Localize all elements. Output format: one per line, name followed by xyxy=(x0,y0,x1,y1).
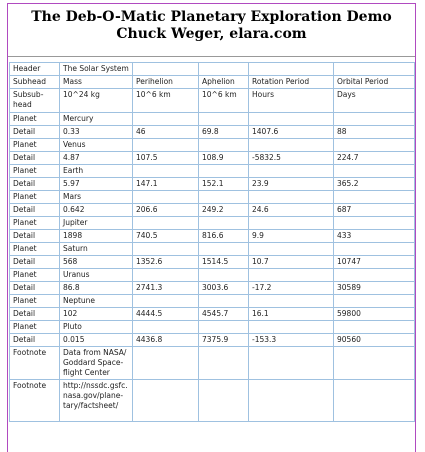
row-label: Detail xyxy=(10,126,60,139)
footnote-text: Data from NASA/ Goddard Space-flight Center xyxy=(60,347,133,380)
empty-cell xyxy=(249,321,334,334)
empty-cell xyxy=(334,243,415,256)
detail-value: 0.33 xyxy=(60,126,133,139)
detail-value: 0.015 xyxy=(60,334,133,347)
empty-cell xyxy=(133,243,199,256)
empty-cell xyxy=(199,380,249,422)
empty-cell xyxy=(249,63,334,76)
empty-cell xyxy=(133,63,199,76)
empty-cell xyxy=(199,243,249,256)
detail-value: 249.2 xyxy=(199,204,249,217)
detail-value: 59800 xyxy=(334,308,415,321)
planet-row xyxy=(10,295,415,308)
detail-value: 816.6 xyxy=(199,230,249,243)
empty-cell xyxy=(133,295,199,308)
detail-value: 740.5 xyxy=(133,230,199,243)
detail-row xyxy=(10,178,415,191)
detail-value: 86.8 xyxy=(60,282,133,295)
empty-cell xyxy=(334,217,415,230)
row-label: Detail xyxy=(10,334,60,347)
detail-value: 1514.5 xyxy=(199,256,249,269)
row-label: Planet xyxy=(10,243,60,256)
detail-value: 24.6 xyxy=(249,204,334,217)
footnote-row xyxy=(10,347,415,380)
empty-cell xyxy=(334,165,415,178)
row-label: Detail xyxy=(10,230,60,243)
detail-value: 107.5 xyxy=(133,152,199,165)
planet-row xyxy=(10,139,415,152)
empty-cell xyxy=(133,113,199,126)
planet-name: Neptune xyxy=(60,295,133,308)
planet-data-table xyxy=(9,62,415,422)
empty-cell xyxy=(199,269,249,282)
detail-value: 4436.8 xyxy=(133,334,199,347)
empty-cell xyxy=(249,191,334,204)
planet-name: Uranus xyxy=(60,269,133,282)
empty-cell xyxy=(249,295,334,308)
planet-row xyxy=(10,113,415,126)
detail-value: 5.97 xyxy=(60,178,133,191)
empty-cell xyxy=(133,380,199,422)
row-label: Subsub-head xyxy=(10,89,60,113)
detail-value: 10747 xyxy=(334,256,415,269)
detail-value: 4545.7 xyxy=(199,308,249,321)
row-label: Detail xyxy=(10,152,60,165)
empty-cell xyxy=(249,347,334,380)
planet-row xyxy=(10,191,415,204)
detail-row xyxy=(10,126,415,139)
planet-row xyxy=(10,321,415,334)
detail-value: 568 xyxy=(60,256,133,269)
row-label: Detail xyxy=(10,256,60,269)
header-row xyxy=(10,63,415,76)
planet-name: Mars xyxy=(60,191,133,204)
unit-cell: Hours xyxy=(249,89,334,113)
row-label: Planet xyxy=(10,139,60,152)
detail-value: 7375.9 xyxy=(199,334,249,347)
row-label: Footnote xyxy=(10,347,60,380)
empty-cell xyxy=(249,380,334,422)
detail-value: -17.2 xyxy=(249,282,334,295)
unit-cell: 10^6 km xyxy=(199,89,249,113)
planet-name: Earth xyxy=(60,165,133,178)
detail-value: 687 xyxy=(334,204,415,217)
detail-value: 1407.6 xyxy=(249,126,334,139)
detail-value: 1898 xyxy=(60,230,133,243)
table-body xyxy=(10,63,415,422)
column-header-orbital-period: Orbital Period xyxy=(334,76,415,89)
empty-cell xyxy=(334,269,415,282)
detail-value: 3003.6 xyxy=(199,282,249,295)
detail-value: 2741.3 xyxy=(133,282,199,295)
row-label: Planet xyxy=(10,295,60,308)
detail-value: 224.7 xyxy=(334,152,415,165)
empty-cell xyxy=(199,113,249,126)
title-block xyxy=(8,4,415,57)
empty-cell xyxy=(199,217,249,230)
detail-value: 4.87 xyxy=(60,152,133,165)
detail-value: -5832.5 xyxy=(249,152,334,165)
detail-value: 69.8 xyxy=(199,126,249,139)
planet-row xyxy=(10,243,415,256)
row-label: Planet xyxy=(10,113,60,126)
row-label: Subhead xyxy=(10,76,60,89)
row-label: Detail xyxy=(10,282,60,295)
empty-cell xyxy=(249,113,334,126)
row-label: Header xyxy=(10,63,60,76)
detail-value: 10.7 xyxy=(249,256,334,269)
empty-cell xyxy=(334,295,415,308)
empty-cell xyxy=(249,165,334,178)
empty-cell xyxy=(334,113,415,126)
empty-cell xyxy=(334,63,415,76)
detail-value: 1352.6 xyxy=(133,256,199,269)
detail-value: 147.1 xyxy=(133,178,199,191)
column-header-mass: Mass xyxy=(60,76,133,89)
planet-row xyxy=(10,217,415,230)
page-subtitle: Chuck Weger, elara.com xyxy=(116,26,307,42)
footnote-row xyxy=(10,380,415,422)
planet-name: Jupiter xyxy=(60,217,133,230)
unit-cell: 10^24 kg xyxy=(60,89,133,113)
detail-row xyxy=(10,256,415,269)
row-label: Footnote xyxy=(10,380,60,422)
empty-cell xyxy=(199,165,249,178)
row-label: Planet xyxy=(10,321,60,334)
page-title: The Deb-O-Matic Planetary Exploration Demo xyxy=(31,9,392,25)
row-label: Detail xyxy=(10,308,60,321)
detail-value: 433 xyxy=(334,230,415,243)
detail-row xyxy=(10,308,415,321)
footnote-text: http://nssdc.gsfc. nasa.gov/plane-tary/factsheet/ xyxy=(60,380,133,422)
unit-cell: Days xyxy=(334,89,415,113)
detail-value: -153.3 xyxy=(249,334,334,347)
empty-cell xyxy=(249,217,334,230)
empty-cell xyxy=(199,63,249,76)
detail-value: 206.6 xyxy=(133,204,199,217)
planet-name: Saturn xyxy=(60,243,133,256)
empty-cell xyxy=(334,139,415,152)
empty-cell xyxy=(133,165,199,178)
empty-cell xyxy=(334,321,415,334)
subhead-row xyxy=(10,76,415,89)
row-label: Detail xyxy=(10,204,60,217)
detail-value: 365.2 xyxy=(334,178,415,191)
empty-cell xyxy=(249,269,334,282)
detail-value: 102 xyxy=(60,308,133,321)
detail-value: 30589 xyxy=(334,282,415,295)
detail-value: 90560 xyxy=(334,334,415,347)
empty-cell xyxy=(133,217,199,230)
detail-row xyxy=(10,282,415,295)
empty-cell xyxy=(199,295,249,308)
row-label: Planet xyxy=(10,191,60,204)
empty-cell xyxy=(199,139,249,152)
header-value: The Solar System xyxy=(60,63,133,76)
empty-cell xyxy=(133,269,199,282)
detail-value: 4444.5 xyxy=(133,308,199,321)
detail-value: 152.1 xyxy=(199,178,249,191)
detail-row xyxy=(10,204,415,217)
detail-value: 23.9 xyxy=(249,178,334,191)
empty-cell xyxy=(334,191,415,204)
empty-cell xyxy=(133,191,199,204)
empty-cell xyxy=(133,321,199,334)
row-label: Planet xyxy=(10,269,60,282)
planet-name: Venus xyxy=(60,139,133,152)
detail-value: 9.9 xyxy=(249,230,334,243)
row-label: Planet xyxy=(10,165,60,178)
planet-row xyxy=(10,165,415,178)
detail-row xyxy=(10,334,415,347)
detail-value: 108.9 xyxy=(199,152,249,165)
detail-value: 0.642 xyxy=(60,204,133,217)
empty-cell xyxy=(249,139,334,152)
unit-cell: 10^6 km xyxy=(133,89,199,113)
planet-row xyxy=(10,269,415,282)
empty-cell xyxy=(199,191,249,204)
column-header-aphelion: Aphelion xyxy=(199,76,249,89)
empty-cell xyxy=(133,347,199,380)
empty-cell xyxy=(133,139,199,152)
detail-value: 16.1 xyxy=(249,308,334,321)
empty-cell xyxy=(334,347,415,380)
planet-name: Pluto xyxy=(60,321,133,334)
row-label: Planet xyxy=(10,217,60,230)
empty-cell xyxy=(249,243,334,256)
subsubhead-row xyxy=(10,89,415,113)
detail-row xyxy=(10,230,415,243)
planet-name: Mercury xyxy=(60,113,133,126)
detail-value: 88 xyxy=(334,126,415,139)
empty-cell xyxy=(199,321,249,334)
detail-value: 46 xyxy=(133,126,199,139)
detail-row xyxy=(10,152,415,165)
empty-cell xyxy=(199,347,249,380)
column-header-rotation-period: Rotation Period xyxy=(249,76,334,89)
empty-cell xyxy=(334,380,415,422)
column-header-perihelion: Perihelion xyxy=(133,76,199,89)
row-label: Detail xyxy=(10,178,60,191)
